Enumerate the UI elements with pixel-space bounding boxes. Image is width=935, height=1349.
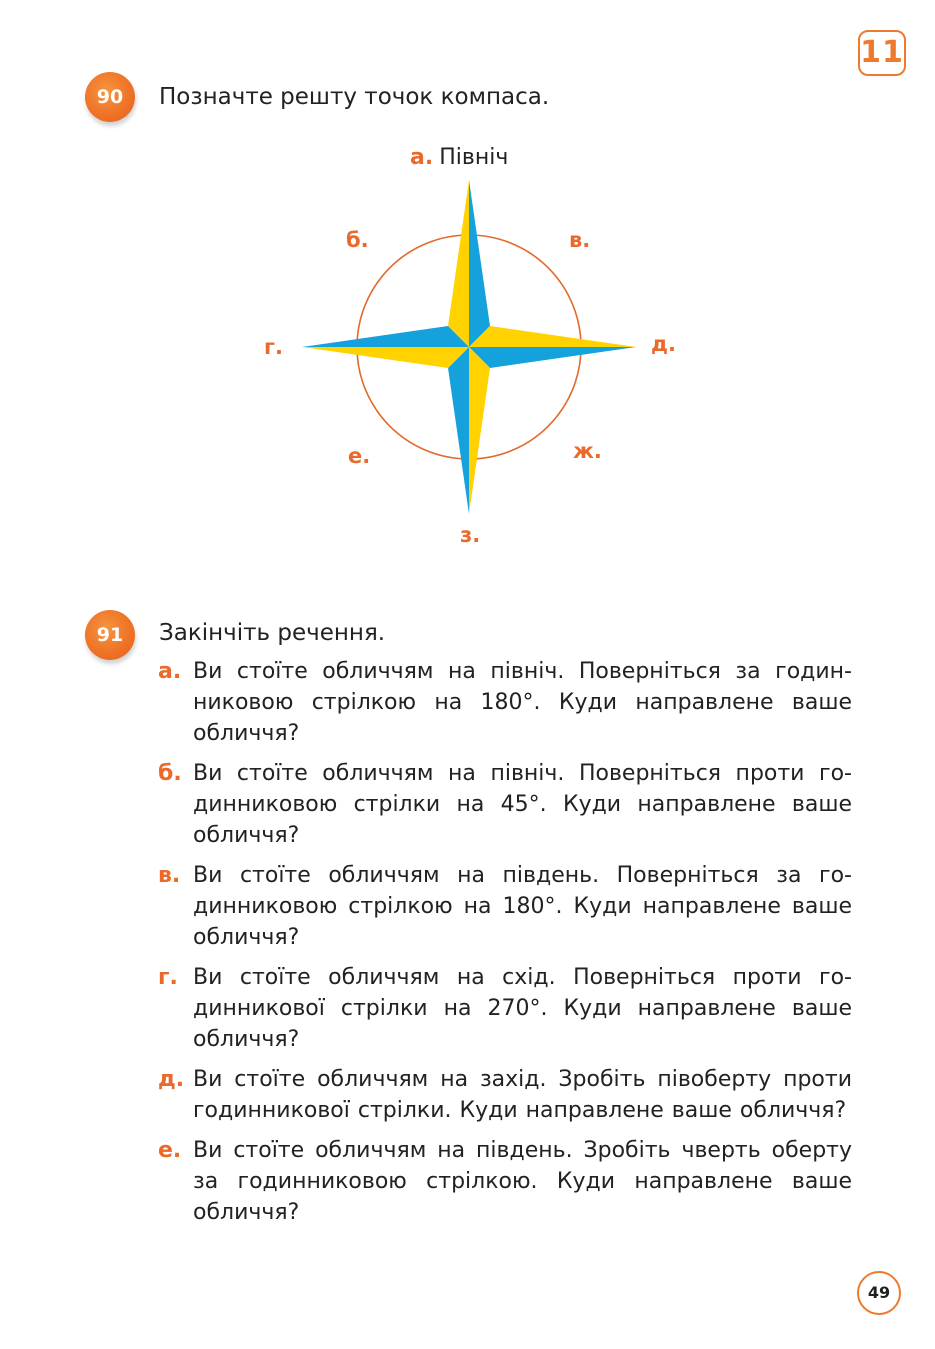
compass-rose-diagram [0,0,935,600]
task-number-badge: 90 [85,72,135,122]
compass-label-b: б. [346,228,369,252]
item-text: Ви стоїте обличчям на північ. Поверніться проти годинниковою стрілки на 45°. Куди направлене ваше обличчя? [193,761,852,848]
list-item [158,656,852,749]
compass-label-zh: ж. [573,439,602,463]
list-item [158,1135,852,1228]
item-text: Ви стоїте обличчям на південь. Поверніться за годинниковою стрілкою на 180°. Куди направлене ваше обличчя? [193,863,852,950]
compass-label-north-word: Північ [439,145,509,170]
item-letter: б. [158,761,182,786]
compass-label-north-letter: а. [410,145,434,170]
item-letter: а. [158,659,182,684]
item-letter: в. [158,863,181,888]
item-letter: е. [158,1138,182,1163]
exercise-list [158,656,852,1237]
task-number-badge: 91 [85,610,135,660]
list-item [158,860,852,953]
compass-label-e: е. [348,444,371,468]
page-number: 49 [857,1271,901,1315]
item-text: Ви стоїте обличчям на південь. Зробіть чверть оберту за годинниковою стрілкою. Куди направлене ваше обличчя? [193,1138,852,1225]
task-title: Закінчіть речення. [159,620,386,646]
compass-label-north [410,145,508,170]
compass-label-v: в. [569,228,591,252]
list-item [158,758,852,851]
compass-label-d: д. [651,332,676,356]
item-letter: д. [158,1067,185,1092]
compass-label-z: з. [460,523,481,547]
item-text: Ви стоїте обличчям на захід. Зробіть півоберту проти годинникової стрілки. Куди направлене ваше обличчя? [193,1067,852,1123]
chapter-badge: 11 [858,30,906,76]
list-item [158,1064,852,1126]
list-item [158,962,852,1055]
item-text: Ви стоїте обличчям на схід. Поверніться проти годинникової стрілки на 270°. Куди направлене ваше обличчя? [193,965,852,1052]
item-text: Ви стоїте обличчям на північ. Поверніться за годинниковою стрілкою на 180°. Куди направлене ваше обличчя? [193,659,852,746]
compass-label-h: г. [264,335,283,359]
task-title: Позначте решту точок компаса. [159,84,550,110]
item-letter: г. [158,965,178,990]
